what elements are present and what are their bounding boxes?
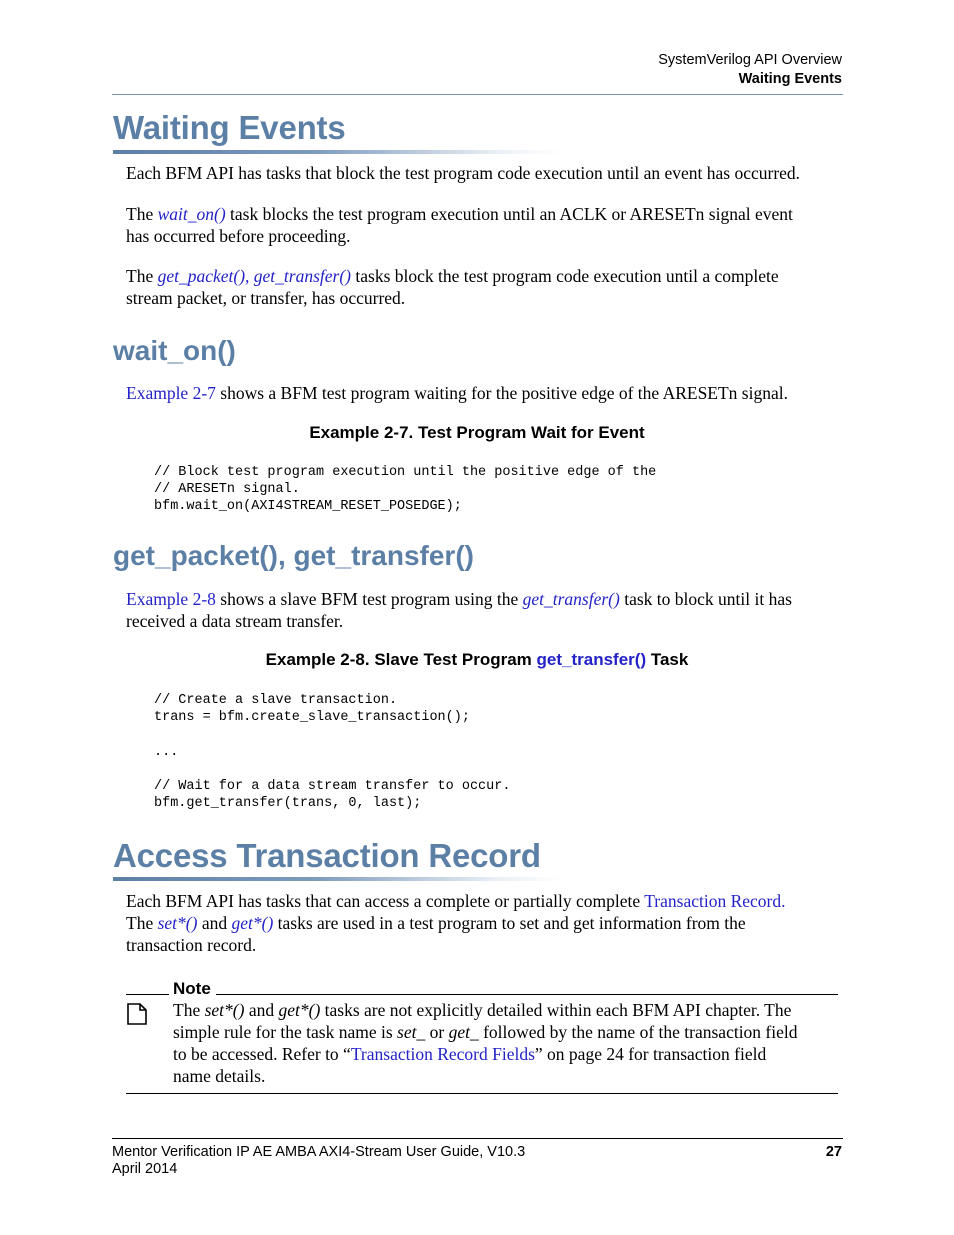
heading-underline [113,150,563,154]
note-text: The set*() and get*() tasks are not explicitly detailed within each BFM API chapter. The simple rule for the task name is set_ or get_ followed by the name of the transaction field to be accessed. Refer to “Transaction Record Fields” on page 24 for transaction field name details. [173,1000,798,1086]
link-set[interactable]: set*() [157,913,198,933]
note-page-icon [127,1003,147,1025]
footer-page-number: 27 [825,1144,842,1160]
link-get[interactable]: get*() [231,913,274,933]
paragraph-wait-on-summary: The wait_on() task blocks the test program execution until an ACLK or ARESETn signal event has occurred before proceeding. [126,204,793,246]
note-top-rule [126,994,169,995]
note-top-rule [216,994,838,995]
header-rule [112,94,843,95]
running-header-chapter: SystemVerilog API Overview [658,52,842,68]
link-example-2-7[interactable]: Example 2-7 [126,383,216,403]
example-2-8-title: Example 2-8. Slave Test Program get_transfer() Task [265,650,689,669]
heading-wait-on: wait_on() [113,335,236,366]
footer-doc-title: Mentor Verification IP AE AMBA AXI4-Stream User Guide, V10.3 [112,1144,526,1160]
paragraph-waiting-intro: Each BFM API has tasks that block the test program code execution until an event has occurred. [126,163,801,183]
paragraph-get-transfer: Example 2-8 shows a slave BFM test program using the get_transfer() task to block until it has received a data stream transfer. [126,589,792,631]
example-2-7-title: Example 2-7. Test Program Wait for Event [309,423,645,442]
paragraph-get-packet-summary: The get_packet(), get_transfer() tasks block the test program code execution until a complete stream packet, or transfer, has occurred. [126,266,779,308]
footer-date: April 2014 [112,1161,178,1177]
paragraph-access-record: Each BFM API has tasks that can access a complete or partially complete Transaction Record. The set*() and get*() tasks are used in a test program to set and get information from the transaction record. [126,891,786,955]
running-header-section: Waiting Events [738,71,842,87]
footer-rule [112,1138,843,1139]
heading-underline [113,877,563,881]
link-transaction-record-fields[interactable]: Transaction Record Fields [350,1044,535,1064]
code-example-2-7: // Block test program execution until the positive edge of the // ARESETn signal. bfm.wait_on(AXI4STREAM_RESET_POSEDGE); [154,465,657,515]
note-bottom-rule [126,1093,838,1094]
heading-waiting-events: Waiting Events [113,109,346,146]
link-example-get-transfer[interactable]: get_transfer() [536,650,647,669]
link-transaction-record[interactable]: Transaction Record. [644,891,786,911]
paragraph-wait-on: Example 2-7 shows a BFM test program waiting for the positive edge of the ARESETn signal. [126,383,788,403]
note-label: Note [173,979,211,998]
heading-get-packet-get-transfer: get_packet(), get_transfer() [113,540,474,571]
link-get-packet-get-transfer[interactable]: get_packet(), get_transfer() [157,266,351,286]
link-wait-on[interactable]: wait_on() [157,204,226,224]
heading-access-transaction-record: Access Transaction Record [113,837,541,874]
link-get-transfer[interactable]: get_transfer() [522,589,620,609]
link-example-2-8[interactable]: Example 2-8 [126,589,216,609]
code-example-2-8: // Create a slave transaction. trans = bfm.create_slave_transaction(); ... // Wait for a data stream transfer to occur. bfm.get_transfer(trans, 0, last); [154,693,511,812]
